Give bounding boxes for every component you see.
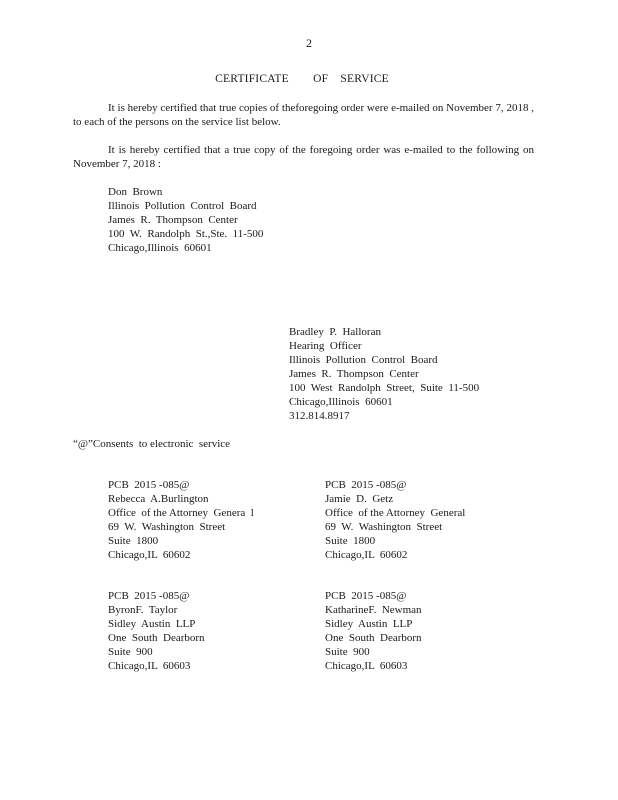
address-line: Don Brown (108, 186, 163, 198)
address-block-primary-recipient (108, 185, 263, 255)
address-line: Illinois Pollution Control Board (108, 200, 257, 212)
address-line: James R. Thompson Center (289, 368, 419, 380)
certification-paragraph-2 (73, 143, 534, 171)
address-line: One South Dearborn (108, 632, 205, 644)
phone-number: 312.814.8917 (289, 410, 350, 422)
address-line: Suite 1800 (325, 535, 376, 547)
address-block-hearing-officer (289, 325, 479, 423)
address-block-service-list (108, 589, 205, 673)
address-block-service-list (325, 589, 422, 673)
address-line: KatharineF. Newman (325, 604, 422, 616)
address-line: Illinois Pollution Control Board (289, 354, 438, 366)
address-line: 69 W. Washington Street (108, 521, 226, 533)
address-line: 69 W. Washington Street (325, 521, 443, 533)
address-line: 100 West Randolph Street, Suite 11-500 (289, 382, 480, 394)
case-number: PCB 2015 -085@ (108, 479, 190, 491)
consent-note: “@”Consents to electronic service (73, 438, 231, 450)
page-number: 2 (306, 36, 312, 50)
address-block-service-list (108, 478, 254, 562)
address-line: Jamie D. Getz (325, 493, 394, 505)
address-line: 100 W. Randolph St.,Ste. 11-500 (108, 228, 264, 240)
address-line: Suite 1800 (108, 535, 159, 547)
case-number: PCB 2015 -085@ (108, 590, 190, 602)
address-line: Chicago,IL 60603 (108, 660, 191, 672)
certificate-title: CERTIFICATE OF SERVICE (215, 73, 389, 85)
address-line: Office of the Attorney Genera l (108, 507, 254, 519)
certification-text-2: It is hereby certified that a true copy of the foregoing order was e-mailed to the following on November 7, 2018 : (73, 144, 534, 170)
address-line: James R. Thompson Center (108, 214, 238, 226)
address-line: Chicago,IL 60602 (108, 549, 191, 561)
address-line: One South Dearborn (325, 632, 422, 644)
case-number: PCB 2015 -085@ (325, 479, 407, 491)
address-line: Chicago,Illinois 60601 (108, 242, 212, 254)
certification-paragraph-1 (73, 101, 534, 129)
case-number: PCB 2015 -085@ (325, 590, 407, 602)
address-line: ByronF. Taylor (108, 604, 178, 616)
address-block-service-list (325, 478, 465, 562)
address-line: Suite 900 (325, 646, 370, 658)
address-line: Chicago,IL 60603 (325, 660, 408, 672)
certification-text-1: It is hereby certified that true copies of theforegoing order were e-mailed on November 7, 2018 , to each of the persons on the service list below. (73, 102, 534, 128)
address-line: Chicago,Illinois 60601 (289, 396, 393, 408)
address-line: Suite 900 (108, 646, 153, 658)
address-line: Sidley Austin LLP (325, 618, 413, 630)
address-line: Chicago,IL 60602 (325, 549, 408, 561)
address-line: Hearing Officer (289, 340, 362, 352)
address-line: Rebecca A.Burlington (108, 493, 209, 505)
address-line: Bradley P. Halloran (289, 326, 381, 338)
address-line: Sidley Austin LLP (108, 618, 196, 630)
address-line: Office of the Attorney General (325, 507, 466, 519)
